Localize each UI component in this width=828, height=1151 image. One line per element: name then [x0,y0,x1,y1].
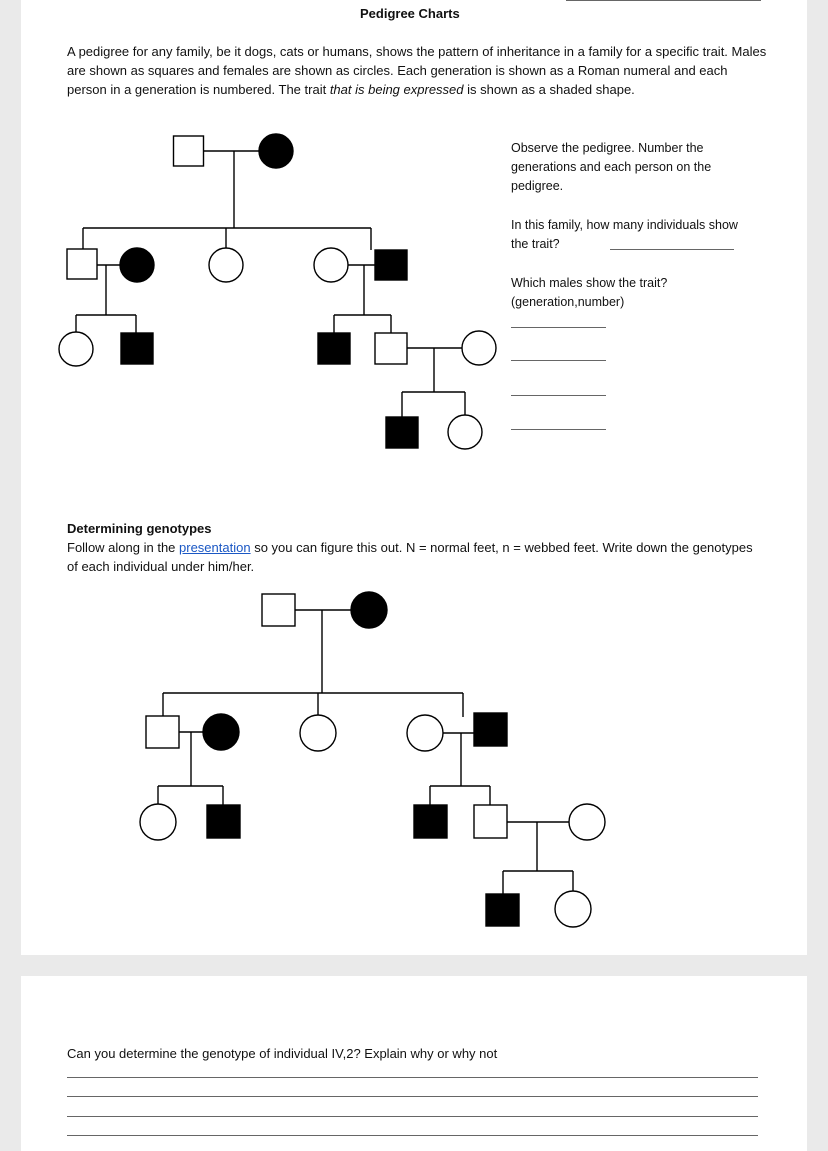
pedigree-male-unaffected [375,333,407,364]
question-individuals-count: In this family, how many individuals show the trait? [511,218,738,251]
answer-line[interactable] [67,1096,758,1097]
document-page-2 [21,976,807,1151]
pedigree-female-unaffected [448,415,482,449]
question-males-trait: Which males show the trait? (generation,number) [511,276,668,309]
pedigree-male-affected [386,417,418,448]
pedigree-male-unaffected [146,716,179,748]
pedigree-female-affected [351,592,387,628]
pedigree-chart-2 [21,590,621,930]
pedigree-male-unaffected [174,136,204,166]
pedigree-female-affected [120,248,154,282]
pedigree-female-unaffected [314,248,348,282]
page-title: Pedigree Charts [360,6,460,21]
pedigree-male-unaffected [67,249,97,279]
pedigree-male-affected [121,333,153,364]
pedigree-female-unaffected [59,332,93,366]
pedigree-female-unaffected [209,248,243,282]
pedigree-male-affected [375,250,407,280]
header-rule [566,0,761,1]
presentation-link[interactable]: presentation [179,540,251,555]
intro-emphasis: that is being expressed [329,82,464,97]
pedigree-female-unaffected [569,804,605,840]
section-heading-genotypes: Determining genotypes [67,521,212,536]
pedigree-male-affected [474,713,507,746]
answer-line[interactable] [511,395,606,396]
pedigree-male-affected [318,333,350,364]
pedigree-chart-1 [21,120,501,450]
pedigree-female-unaffected [140,804,176,840]
answer-line[interactable] [67,1116,758,1117]
question-number-generations: Observe the pedigree. Number the generations and each person on the pedigree. [511,141,712,193]
pedigree-male-affected [414,805,447,838]
answer-line[interactable] [511,327,606,328]
question-genotype-iv2: Can you determine the genotype of individual IV,2? Explain why or why not [67,1046,498,1061]
pedigree-male-unaffected [262,594,295,626]
answer-line[interactable] [511,360,606,361]
genotypes-text-1: Follow along in the [67,540,180,555]
intro-text-1: A pedigree for any family, be it dogs, cats or humans, shows the pattern of inheritance in a family for a specific trait. Males are shown as squares and females are shown as circles. Each generation is shown as a Roman numeral and each person in a generation is numbered. The trait [67,44,767,97]
pedigree-female-affected [259,134,293,168]
answer-line[interactable] [67,1077,758,1078]
pedigree-male-unaffected [474,805,507,838]
pedigree-female-affected [203,714,239,750]
genotypes-text-2: so you can figure this out. N = normal feet, n = webbed feet. Write down the genotypes of each individual under him/her. [67,540,753,574]
pedigree-female-unaffected [300,715,336,751]
genotypes-paragraph [67,538,767,576]
answer-line[interactable] [511,429,606,430]
pedigree-male-affected [486,894,519,926]
pedigree-female-unaffected [407,715,443,751]
pedigree-female-unaffected [555,891,591,927]
intro-paragraph [67,42,767,99]
pedigree-male-affected [207,805,240,838]
document-page-1 [21,0,807,955]
answer-line[interactable] [67,1135,758,1136]
pedigree-female-unaffected [462,331,496,365]
intro-text-2: is shown as a shaded shape. [463,82,635,97]
answer-line[interactable] [610,249,734,250]
